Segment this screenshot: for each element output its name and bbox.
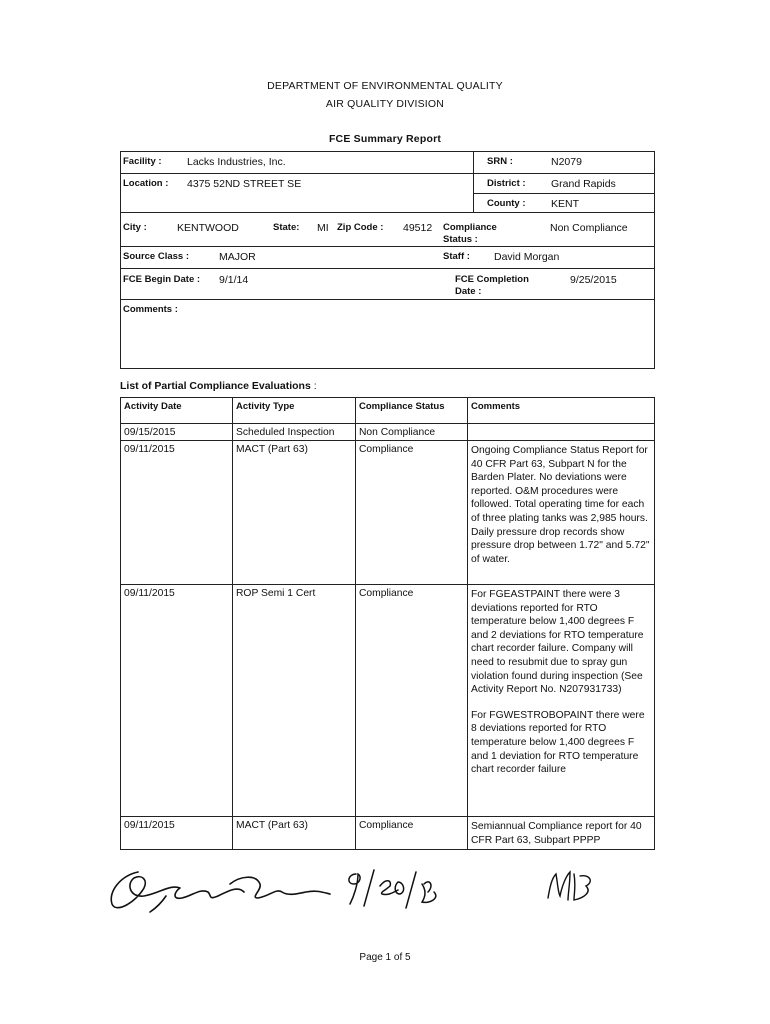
city-label: City : xyxy=(123,222,147,233)
staff-label: Staff : xyxy=(443,251,470,262)
activity-date: 09/11/2015 xyxy=(121,441,233,585)
county-label: County : xyxy=(487,198,526,209)
initials-stroke xyxy=(548,872,570,900)
zip-value: 49512 xyxy=(403,222,433,234)
header-compliance-status: Compliance Status xyxy=(356,398,468,424)
evaluations-table xyxy=(120,397,655,850)
source-class-value: MAJOR xyxy=(219,251,256,263)
evaluations-title xyxy=(120,380,317,392)
table-row xyxy=(121,585,655,817)
city-value: KENTWOOD xyxy=(177,222,239,234)
fce-begin-value: 9/1/14 xyxy=(219,274,249,286)
table-row xyxy=(121,817,655,850)
fce-completion-label-2: Date : xyxy=(455,286,482,297)
activity-date: 09/11/2015 xyxy=(121,817,233,850)
source-class-label: Source Class : xyxy=(123,251,189,262)
signature-date-stroke xyxy=(380,881,404,895)
compliance-status-value: Non Compliance xyxy=(550,222,628,234)
department-title: DEPARTMENT OF ENVIRONMENTAL QUALITY xyxy=(267,80,503,92)
initials-stroke xyxy=(574,874,590,900)
comment-paragraph: For FGEASTPAINT there were 3 deviations reported for RTO temperature below 1,400 degrees F and 2 deviations for RTO temperature chart recorder failure. Company will need to resubmit due to spray gun violation found during inspection (See Activity Report No. N207931733) xyxy=(471,589,644,696)
header-comments: Comments xyxy=(468,398,655,424)
compliance-status-label: Compliance xyxy=(443,222,497,233)
signature-date-stroke xyxy=(364,870,374,906)
activity-type: MACT (Part 63) xyxy=(233,817,356,850)
report-title: FCE Summary Report xyxy=(328,133,442,145)
srn-value: N2079 xyxy=(551,156,582,168)
state-label: State: xyxy=(273,222,300,233)
comments xyxy=(468,585,655,817)
signature-date-stroke xyxy=(422,882,436,903)
signature-date-stroke xyxy=(349,874,360,904)
compliance-status: Compliance xyxy=(356,585,468,817)
location-label: Location : xyxy=(123,178,169,189)
table-row xyxy=(121,424,655,441)
comments xyxy=(468,424,655,441)
summary-box xyxy=(120,151,655,369)
division-title: AIR QUALITY DIVISION xyxy=(325,98,445,110)
fce-begin-label: FCE Begin Date : xyxy=(123,274,201,285)
signature-stroke xyxy=(230,877,330,898)
activity-date: 09/15/2015 xyxy=(121,424,233,441)
header-activity-type: Activity Type xyxy=(233,398,356,424)
activity-type: Scheduled Inspection xyxy=(233,424,356,441)
location-value: 4375 52ND STREET SE xyxy=(187,178,302,190)
evaluations-title-colon: : xyxy=(313,380,317,392)
fce-completion-value: 9/25/2015 xyxy=(570,274,617,286)
facility-value: Lacks Industries, Inc. xyxy=(187,156,286,168)
district-label: District : xyxy=(487,178,526,189)
comment-paragraph: For FGWESTROBOPAINT there were 8 deviations reported for RTO temperature below 1,400 degrees F and 1 deviation for RTO temperature chart recorder failure xyxy=(471,709,645,776)
comments-label: Comments : xyxy=(123,304,178,315)
facility-label: Facility : xyxy=(123,156,162,167)
fce-completion-label: FCE Completion xyxy=(455,274,529,285)
comments: Ongoing Compliance Status Report for 40 CFR Part 63, Subpart N for the Barden Plater. No deviations were reported. O&M procedures were followed. Total operating time for each of three plating tanks was 2,985 hours. Daily pressure drop records show pressure drop between 1.72" and 5.72" of water. xyxy=(468,441,655,585)
signature-stroke xyxy=(150,896,166,912)
signature-area xyxy=(100,862,680,922)
staff-value: David Morgan xyxy=(494,251,560,263)
header-activity-date: Activity Date xyxy=(121,398,233,424)
page-number: Page 1 of 5 xyxy=(359,952,411,963)
table-row xyxy=(121,441,655,585)
comments: Semiannual Compliance report for 40 CFR Part 63, Subpart PPPP xyxy=(468,817,655,850)
signature-date-stroke xyxy=(406,872,416,908)
srn-label: SRN : xyxy=(487,156,513,167)
county-value: KENT xyxy=(551,198,580,210)
activity-type: MACT (Part 63) xyxy=(233,441,356,585)
compliance-status-label-2: Status : xyxy=(443,234,478,245)
activity-type: ROP Semi 1 Cert xyxy=(233,585,356,817)
state-value: MI xyxy=(317,222,329,234)
table-header-row xyxy=(121,398,655,424)
compliance-status: Non Compliance xyxy=(356,424,468,441)
zip-label: Zip Code : xyxy=(337,222,384,233)
signature-stroke xyxy=(111,872,244,908)
compliance-status: Compliance xyxy=(356,441,468,585)
district-value: Grand Rapids xyxy=(551,178,616,190)
activity-date: 09/11/2015 xyxy=(121,585,233,817)
evaluations-title-text: List of Partial Compliance Evaluations xyxy=(120,380,311,392)
compliance-status: Compliance xyxy=(356,817,468,850)
